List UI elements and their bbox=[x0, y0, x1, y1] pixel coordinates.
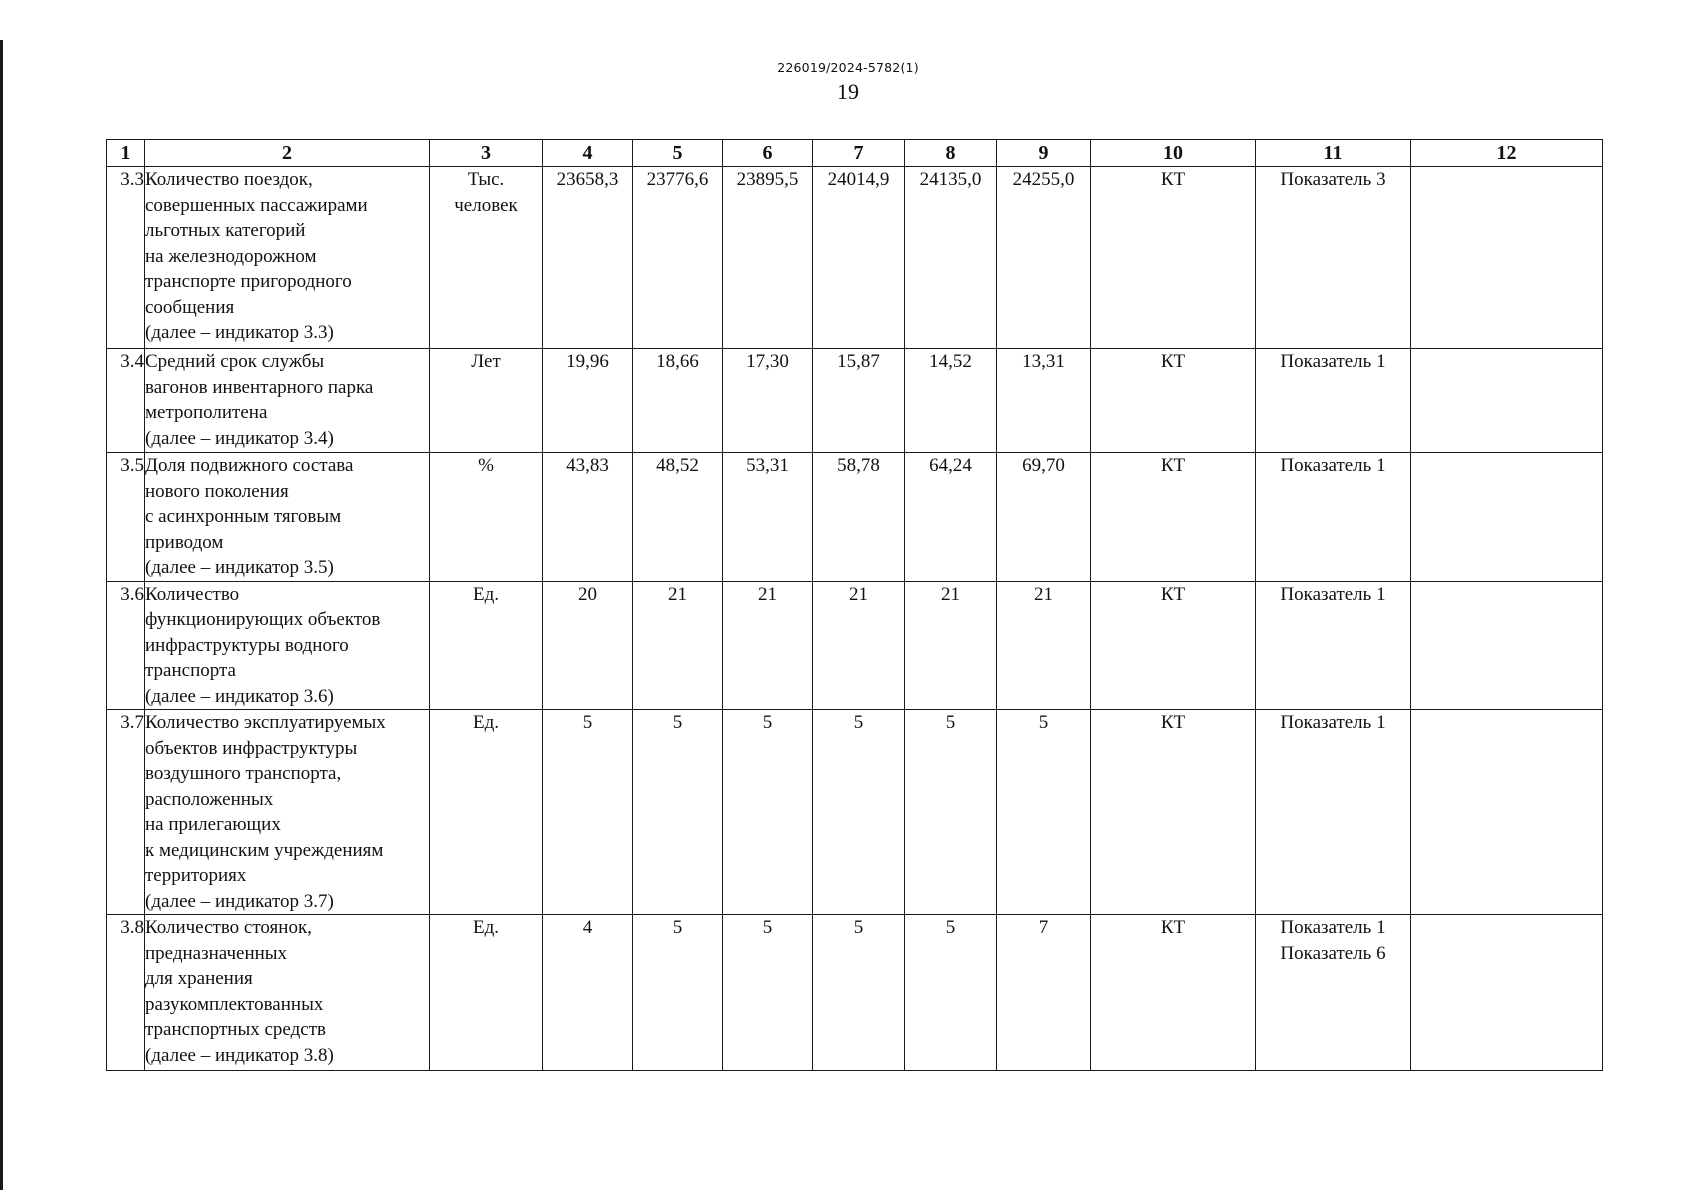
row-number: 3.4 bbox=[107, 349, 145, 453]
type-cell: КТ bbox=[1091, 167, 1256, 349]
header-row bbox=[107, 140, 1603, 167]
value-cell: 5 bbox=[723, 710, 813, 915]
row-number: 3.8 bbox=[107, 915, 145, 1071]
table-row bbox=[107, 349, 1603, 453]
value-cell: 7 bbox=[997, 915, 1091, 1071]
table-row bbox=[107, 167, 1603, 349]
reference-cell: Показатель 1 bbox=[1256, 710, 1411, 915]
value-cell: 20 bbox=[543, 581, 633, 710]
column-header: 12 bbox=[1411, 140, 1603, 167]
indicator-name: Количество стоянок, предназначенных для хранения разукомплектованных транспортных средств (далее – индикатор 3.8) bbox=[145, 915, 430, 1071]
table-row bbox=[107, 710, 1603, 915]
value-cell: 24135,0 bbox=[905, 167, 997, 349]
reference-cell: Показатель 1 bbox=[1256, 453, 1411, 582]
value-cell: 5 bbox=[813, 710, 905, 915]
column-header: 9 bbox=[997, 140, 1091, 167]
reference-cell: Показатель 1 bbox=[1256, 349, 1411, 453]
note-cell bbox=[1411, 453, 1603, 582]
note-cell bbox=[1411, 581, 1603, 710]
value-cell: 5 bbox=[997, 710, 1091, 915]
value-cell: 5 bbox=[723, 915, 813, 1071]
table-row bbox=[107, 453, 1603, 582]
value-cell: 19,96 bbox=[543, 349, 633, 453]
value-cell: 5 bbox=[633, 915, 723, 1071]
column-header: 11 bbox=[1256, 140, 1411, 167]
value-cell: 21 bbox=[813, 581, 905, 710]
value-cell: 21 bbox=[633, 581, 723, 710]
value-cell: 64,24 bbox=[905, 453, 997, 582]
document-number: 226019/2024-5782(1) bbox=[777, 60, 919, 75]
note-cell bbox=[1411, 710, 1603, 915]
indicator-name: Средний срок службы вагонов инвентарного парка метрополитена (далее – индикатор 3.4) bbox=[145, 349, 430, 453]
row-number: 3.3 bbox=[107, 167, 145, 349]
reference-cell: Показатель 1 Показатель 6 bbox=[1256, 915, 1411, 1071]
value-cell: 15,87 bbox=[813, 349, 905, 453]
value-cell: 48,52 bbox=[633, 453, 723, 582]
value-cell: 24014,9 bbox=[813, 167, 905, 349]
column-header: 6 bbox=[723, 140, 813, 167]
indicator-name: Количество поездок, совершенных пассажирами льготных категорий на железнодорожном транспорте пригородного сообщения (далее – индикатор 3.3) bbox=[145, 167, 430, 349]
value-cell: 5 bbox=[905, 710, 997, 915]
value-cell: 18,66 bbox=[633, 349, 723, 453]
column-header: 4 bbox=[543, 140, 633, 167]
value-cell: 24255,0 bbox=[997, 167, 1091, 349]
value-cell: 5 bbox=[905, 915, 997, 1071]
row-number: 3.7 bbox=[107, 710, 145, 915]
column-header: 10 bbox=[1091, 140, 1256, 167]
value-cell: 69,70 bbox=[997, 453, 1091, 582]
page-number: 19 bbox=[837, 79, 859, 104]
note-cell bbox=[1411, 349, 1603, 453]
row-number: 3.5 bbox=[107, 453, 145, 582]
row-number: 3.6 bbox=[107, 581, 145, 710]
column-header: 8 bbox=[905, 140, 997, 167]
table-row bbox=[107, 581, 1603, 710]
value-cell: 21 bbox=[997, 581, 1091, 710]
value-cell: 53,31 bbox=[723, 453, 813, 582]
value-cell: 23895,5 bbox=[723, 167, 813, 349]
scan-edge-line bbox=[0, 40, 3, 1190]
column-header: 5 bbox=[633, 140, 723, 167]
indicator-name: Количество функционирующих объектов инфраструктуры водного транспорта (далее – индикатор 3.6) bbox=[145, 581, 430, 710]
note-cell bbox=[1411, 167, 1603, 349]
type-cell: КТ bbox=[1091, 581, 1256, 710]
type-cell: КТ bbox=[1091, 710, 1256, 915]
column-header: 2 bbox=[145, 140, 430, 167]
unit-cell: Ед. bbox=[430, 581, 543, 710]
note-cell bbox=[1411, 915, 1603, 1071]
reference-cell: Показатель 1 bbox=[1256, 581, 1411, 710]
value-cell: 43,83 bbox=[543, 453, 633, 582]
reference-cell: Показатель 3 bbox=[1256, 167, 1411, 349]
column-header: 7 bbox=[813, 140, 905, 167]
column-header: 1 bbox=[107, 140, 145, 167]
value-cell: 5 bbox=[633, 710, 723, 915]
value-cell: 21 bbox=[905, 581, 997, 710]
value-cell: 58,78 bbox=[813, 453, 905, 582]
indicator-name: Количество эксплуатируемых объектов инфраструктуры воздушного транспорта, расположенных на прилегающих к медицинским учреждениям территориях (далее – индикатор 3.7) bbox=[145, 710, 430, 915]
value-cell: 21 bbox=[723, 581, 813, 710]
value-cell: 23658,3 bbox=[543, 167, 633, 349]
value-cell: 5 bbox=[543, 710, 633, 915]
unit-cell: Ед. bbox=[430, 915, 543, 1071]
value-cell: 4 bbox=[543, 915, 633, 1071]
column-header: 3 bbox=[430, 140, 543, 167]
value-cell: 17,30 bbox=[723, 349, 813, 453]
unit-cell: Тыс. человек bbox=[430, 167, 543, 349]
indicators-table bbox=[106, 139, 1603, 1071]
value-cell: 5 bbox=[813, 915, 905, 1071]
value-cell: 23776,6 bbox=[633, 167, 723, 349]
unit-cell: Лет bbox=[430, 349, 543, 453]
table-row bbox=[107, 915, 1603, 1071]
value-cell: 14,52 bbox=[905, 349, 997, 453]
type-cell: КТ bbox=[1091, 349, 1256, 453]
type-cell: КТ bbox=[1091, 453, 1256, 582]
unit-cell: % bbox=[430, 453, 543, 582]
unit-cell: Ед. bbox=[430, 710, 543, 915]
value-cell: 13,31 bbox=[997, 349, 1091, 453]
indicator-name: Доля подвижного состава нового поколения с асинхронным тяговым приводом (далее – индикатор 3.5) bbox=[145, 453, 430, 582]
type-cell: КТ bbox=[1091, 915, 1256, 1071]
